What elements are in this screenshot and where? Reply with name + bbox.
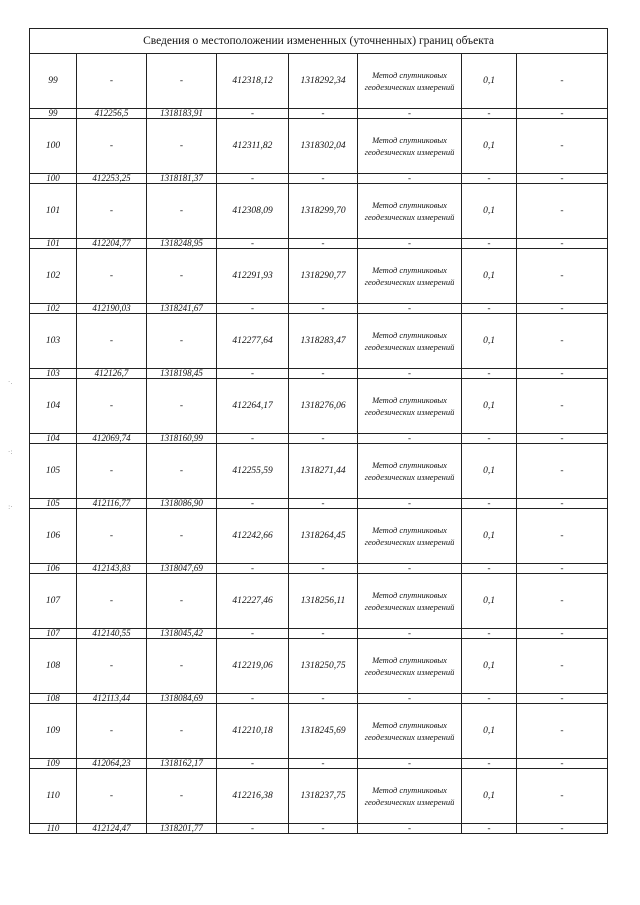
cell-accuracy: 0,1 bbox=[462, 639, 517, 694]
cell-accuracy: 0,1 bbox=[462, 119, 517, 174]
cell-new-x: - bbox=[217, 239, 289, 249]
cell-accuracy: - bbox=[462, 369, 517, 379]
cell-old-x: 412204,77 bbox=[77, 239, 147, 249]
table-row bbox=[30, 314, 608, 369]
cell-new-y: - bbox=[289, 629, 358, 639]
cell-old-x: - bbox=[77, 119, 147, 174]
cell-new-x: 412227,46 bbox=[217, 574, 289, 629]
cell-method: - bbox=[358, 109, 462, 119]
cell-method: - bbox=[358, 694, 462, 704]
cell-old-x: - bbox=[77, 769, 147, 824]
cell-description: - bbox=[517, 379, 608, 434]
cell-point-number: 108 bbox=[30, 639, 77, 694]
cell-old-x: 412190,03 bbox=[77, 304, 147, 314]
cell-point-number: 102 bbox=[30, 249, 77, 304]
table-row bbox=[30, 369, 608, 379]
cell-old-y: - bbox=[147, 54, 217, 109]
cell-old-x: - bbox=[77, 314, 147, 369]
cell-accuracy: - bbox=[462, 499, 517, 509]
cell-old-y: 1318198,45 bbox=[147, 369, 217, 379]
cell-new-x: 412308,09 bbox=[217, 184, 289, 239]
cell-description: - bbox=[517, 564, 608, 574]
cell-old-y: 1318162,17 bbox=[147, 759, 217, 769]
table-row bbox=[30, 759, 608, 769]
cell-old-y: 1318183,91 bbox=[147, 109, 217, 119]
cell-new-y: 1318302,04 bbox=[289, 119, 358, 174]
cell-new-y: 1318292,34 bbox=[289, 54, 358, 109]
cell-accuracy: - bbox=[462, 564, 517, 574]
cell-new-x: - bbox=[217, 824, 289, 834]
cell-description: - bbox=[517, 119, 608, 174]
cell-method: - bbox=[358, 629, 462, 639]
cell-new-y: 1318237,75 bbox=[289, 769, 358, 824]
cell-description: - bbox=[517, 184, 608, 239]
cell-description: - bbox=[517, 109, 608, 119]
cell-old-y: - bbox=[147, 379, 217, 434]
cell-method: Метод спутниковых геодезических измерений bbox=[358, 574, 462, 629]
cell-description: - bbox=[517, 369, 608, 379]
cell-point-number: 101 bbox=[30, 184, 77, 239]
cell-new-y: - bbox=[289, 304, 358, 314]
cell-old-y: - bbox=[147, 769, 217, 824]
table-row bbox=[30, 54, 608, 109]
cell-old-x: 412143,83 bbox=[77, 564, 147, 574]
cell-description: - bbox=[517, 824, 608, 834]
table-row bbox=[30, 694, 608, 704]
cell-new-x: - bbox=[217, 304, 289, 314]
cell-new-y: - bbox=[289, 759, 358, 769]
cell-point-number: 103 bbox=[30, 314, 77, 369]
cell-new-y: 1318271,44 bbox=[289, 444, 358, 499]
cell-new-y: - bbox=[289, 694, 358, 704]
cell-method: - bbox=[358, 499, 462, 509]
cell-old-y: 1318084,69 bbox=[147, 694, 217, 704]
cell-method: - bbox=[358, 759, 462, 769]
cell-description: - bbox=[517, 509, 608, 564]
cell-new-x: 412210,18 bbox=[217, 704, 289, 759]
cell-old-y: 1318086,90 bbox=[147, 499, 217, 509]
cell-method: Метод спутниковых геодезических измерений bbox=[358, 119, 462, 174]
cell-accuracy: 0,1 bbox=[462, 509, 517, 564]
cell-description: - bbox=[517, 694, 608, 704]
table-title: Сведения о местоположении измененных (уточненных) границ объекта bbox=[30, 29, 608, 54]
cell-new-y: - bbox=[289, 109, 358, 119]
cell-description: - bbox=[517, 444, 608, 499]
cell-old-y: - bbox=[147, 444, 217, 499]
cell-point-number: 108 bbox=[30, 694, 77, 704]
cell-method: Метод спутниковых геодезических измерений bbox=[358, 444, 462, 499]
cell-method: - bbox=[358, 434, 462, 444]
table-row bbox=[30, 499, 608, 509]
cell-point-number: 100 bbox=[30, 174, 77, 184]
cell-new-x: 412255,59 bbox=[217, 444, 289, 499]
cell-old-y: 1318047,69 bbox=[147, 564, 217, 574]
cell-old-x: - bbox=[77, 379, 147, 434]
cell-description: - bbox=[517, 314, 608, 369]
cell-new-x: 412291,93 bbox=[217, 249, 289, 304]
cell-new-x: - bbox=[217, 434, 289, 444]
cell-old-x: 412124,47 bbox=[77, 824, 147, 834]
cell-accuracy: - bbox=[462, 824, 517, 834]
cell-point-number: 102 bbox=[30, 304, 77, 314]
cell-old-y: 1318160,99 bbox=[147, 434, 217, 444]
cell-point-number: 109 bbox=[30, 759, 77, 769]
table-row bbox=[30, 174, 608, 184]
cell-old-y: - bbox=[147, 314, 217, 369]
cell-new-y: - bbox=[289, 239, 358, 249]
cell-new-x: - bbox=[217, 564, 289, 574]
cell-new-x: 412242,66 bbox=[217, 509, 289, 564]
cell-new-x: - bbox=[217, 759, 289, 769]
cell-point-number: 106 bbox=[30, 509, 77, 564]
cell-new-x: 412311,82 bbox=[217, 119, 289, 174]
cell-old-y: 1318201,77 bbox=[147, 824, 217, 834]
cell-new-x: 412318,12 bbox=[217, 54, 289, 109]
cell-old-y: 1318045,42 bbox=[147, 629, 217, 639]
cell-new-x: 412277,64 bbox=[217, 314, 289, 369]
cell-new-x: - bbox=[217, 694, 289, 704]
cell-method: - bbox=[358, 239, 462, 249]
cell-accuracy: - bbox=[462, 304, 517, 314]
cell-old-x: 412113,44 bbox=[77, 694, 147, 704]
cell-old-x: 412116,77 bbox=[77, 499, 147, 509]
table-row bbox=[30, 184, 608, 239]
cell-old-y: 1318241,67 bbox=[147, 304, 217, 314]
cell-old-y: - bbox=[147, 639, 217, 694]
cell-point-number: 105 bbox=[30, 499, 77, 509]
cell-old-y: 1318248,95 bbox=[147, 239, 217, 249]
cell-old-x: 412140,55 bbox=[77, 629, 147, 639]
table-body bbox=[30, 54, 608, 834]
cell-method: Метод спутниковых геодезических измерений bbox=[358, 54, 462, 109]
cell-accuracy: - bbox=[462, 694, 517, 704]
cell-new-x: 412216,38 bbox=[217, 769, 289, 824]
cell-new-y: - bbox=[289, 499, 358, 509]
cell-new-y: - bbox=[289, 824, 358, 834]
cell-old-x: - bbox=[77, 54, 147, 109]
cell-description: - bbox=[517, 499, 608, 509]
cell-old-y: - bbox=[147, 184, 217, 239]
cell-point-number: 104 bbox=[30, 379, 77, 434]
cell-old-x: - bbox=[77, 704, 147, 759]
cell-method: - bbox=[358, 369, 462, 379]
cell-accuracy: 0,1 bbox=[462, 314, 517, 369]
cell-method: - bbox=[358, 824, 462, 834]
cell-accuracy: 0,1 bbox=[462, 54, 517, 109]
cell-point-number: 101 bbox=[30, 239, 77, 249]
cell-accuracy: 0,1 bbox=[462, 379, 517, 434]
cell-description: - bbox=[517, 304, 608, 314]
cell-new-y: 1318264,45 bbox=[289, 509, 358, 564]
cell-new-y: - bbox=[289, 369, 358, 379]
table-row bbox=[30, 769, 608, 824]
cell-point-number: 107 bbox=[30, 574, 77, 629]
cell-description: - bbox=[517, 434, 608, 444]
cell-accuracy: - bbox=[462, 109, 517, 119]
cell-accuracy: - bbox=[462, 629, 517, 639]
scan-artifact: :· bbox=[8, 503, 13, 511]
cell-point-number: 107 bbox=[30, 629, 77, 639]
table-row bbox=[30, 639, 608, 694]
cell-new-x: - bbox=[217, 499, 289, 509]
table-row bbox=[30, 304, 608, 314]
table-row bbox=[30, 379, 608, 434]
table-row bbox=[30, 109, 608, 119]
cell-old-x: - bbox=[77, 184, 147, 239]
cell-new-y: 1318290,77 bbox=[289, 249, 358, 304]
cell-old-x: 412126,7 bbox=[77, 369, 147, 379]
table-row bbox=[30, 574, 608, 629]
cell-point-number: 110 bbox=[30, 769, 77, 824]
scan-artifact: ·. bbox=[8, 378, 13, 386]
cell-old-x: 412253,25 bbox=[77, 174, 147, 184]
cell-method: Метод спутниковых геодезических измерений bbox=[358, 509, 462, 564]
cell-description: - bbox=[517, 249, 608, 304]
cell-description: - bbox=[517, 759, 608, 769]
cell-accuracy: 0,1 bbox=[462, 444, 517, 499]
table-row bbox=[30, 629, 608, 639]
cell-old-x: - bbox=[77, 639, 147, 694]
cell-new-y: 1318299,70 bbox=[289, 184, 358, 239]
cell-old-x: - bbox=[77, 444, 147, 499]
cell-description: - bbox=[517, 704, 608, 759]
cell-point-number: 103 bbox=[30, 369, 77, 379]
cell-point-number: 110 bbox=[30, 824, 77, 834]
cell-accuracy: 0,1 bbox=[462, 574, 517, 629]
cell-old-x: - bbox=[77, 249, 147, 304]
cell-accuracy: 0,1 bbox=[462, 184, 517, 239]
cell-old-y: - bbox=[147, 509, 217, 564]
cell-description: - bbox=[517, 769, 608, 824]
cell-method: Метод спутниковых геодезических измерений bbox=[358, 769, 462, 824]
cell-accuracy: - bbox=[462, 174, 517, 184]
cell-method: Метод спутниковых геодезических измерений bbox=[358, 639, 462, 694]
cell-new-y: 1318256,11 bbox=[289, 574, 358, 629]
cell-method: - bbox=[358, 304, 462, 314]
cell-point-number: 106 bbox=[30, 564, 77, 574]
cell-old-y: - bbox=[147, 119, 217, 174]
table-row bbox=[30, 564, 608, 574]
cell-method: - bbox=[358, 564, 462, 574]
cell-accuracy: - bbox=[462, 239, 517, 249]
cell-new-x: - bbox=[217, 369, 289, 379]
cell-new-y: 1318250,75 bbox=[289, 639, 358, 694]
cell-point-number: 105 bbox=[30, 444, 77, 499]
cell-new-y: - bbox=[289, 174, 358, 184]
cell-old-y: - bbox=[147, 574, 217, 629]
cell-accuracy: - bbox=[462, 434, 517, 444]
cell-description: - bbox=[517, 54, 608, 109]
cell-point-number: 100 bbox=[30, 119, 77, 174]
cell-accuracy: 0,1 bbox=[462, 704, 517, 759]
cell-method: Метод спутниковых геодезических измерений bbox=[358, 184, 462, 239]
cell-new-x: - bbox=[217, 174, 289, 184]
cell-description: - bbox=[517, 629, 608, 639]
cell-old-x: - bbox=[77, 574, 147, 629]
cell-old-x: - bbox=[77, 509, 147, 564]
scan-artifact: ·: bbox=[8, 448, 13, 456]
table-row bbox=[30, 249, 608, 304]
cell-new-x: 412264,17 bbox=[217, 379, 289, 434]
cell-point-number: 104 bbox=[30, 434, 77, 444]
cell-old-y: - bbox=[147, 704, 217, 759]
table-row bbox=[30, 239, 608, 249]
cell-new-x: - bbox=[217, 109, 289, 119]
cell-method: Метод спутниковых геодезических измерений bbox=[358, 314, 462, 369]
cell-description: - bbox=[517, 574, 608, 629]
cell-new-y: 1318276,06 bbox=[289, 379, 358, 434]
cell-method: Метод спутниковых геодезических измерений bbox=[358, 704, 462, 759]
cell-point-number: 99 bbox=[30, 54, 77, 109]
cell-method: Метод спутниковых геодезических измерений bbox=[358, 379, 462, 434]
document-sheet bbox=[29, 28, 607, 834]
cell-description: - bbox=[517, 174, 608, 184]
cell-description: - bbox=[517, 239, 608, 249]
table-row bbox=[30, 434, 608, 444]
table-row bbox=[30, 704, 608, 759]
cell-new-y: 1318283,47 bbox=[289, 314, 358, 369]
cell-method: Метод спутниковых геодезических измерений bbox=[358, 249, 462, 304]
cell-new-y: - bbox=[289, 434, 358, 444]
cell-new-x: 412219,06 bbox=[217, 639, 289, 694]
cell-new-y: 1318245,69 bbox=[289, 704, 358, 759]
cell-old-x: 412069,74 bbox=[77, 434, 147, 444]
table-row bbox=[30, 824, 608, 834]
cell-old-x: 412256,5 bbox=[77, 109, 147, 119]
boundary-table bbox=[29, 28, 608, 834]
table-row bbox=[30, 509, 608, 564]
cell-point-number: 109 bbox=[30, 704, 77, 759]
table-row bbox=[30, 444, 608, 499]
cell-accuracy: - bbox=[462, 759, 517, 769]
cell-accuracy: 0,1 bbox=[462, 249, 517, 304]
cell-old-y: - bbox=[147, 249, 217, 304]
cell-method: - bbox=[358, 174, 462, 184]
cell-old-x: 412064,23 bbox=[77, 759, 147, 769]
cell-accuracy: 0,1 bbox=[462, 769, 517, 824]
cell-description: - bbox=[517, 639, 608, 694]
cell-old-y: 1318181,37 bbox=[147, 174, 217, 184]
table-row bbox=[30, 119, 608, 174]
cell-new-y: - bbox=[289, 564, 358, 574]
cell-point-number: 99 bbox=[30, 109, 77, 119]
cell-new-x: - bbox=[217, 629, 289, 639]
